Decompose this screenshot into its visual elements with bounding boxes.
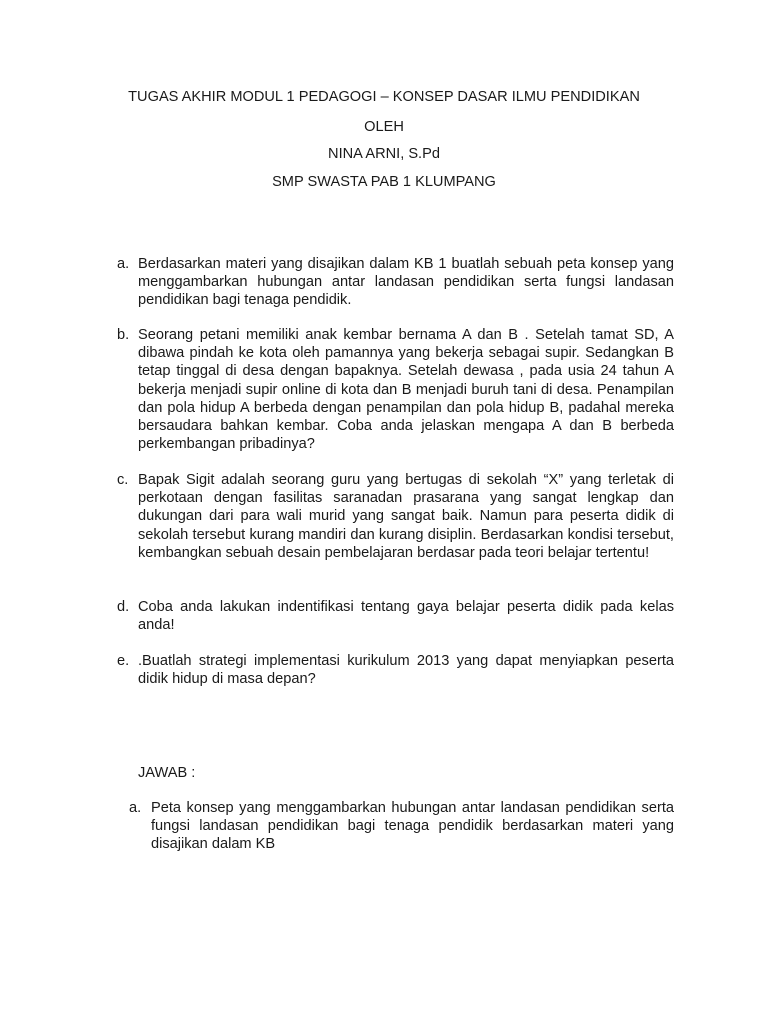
question-d [117,598,674,634]
question-text: Berdasarkan materi yang disajikan dalam KB 1 buatlah sebuah peta konsep yang menggambarkan hubungan antar landasan pendidikan serta fungsi landasan pendidikan bagi tenaga pendidik. [138,256,674,309]
answer-a [129,799,674,854]
author-name: NINA ARNI, S.Pd [328,146,440,162]
school-name: SMP SWASTA PAB 1 KLUMPANG [272,174,496,190]
answer-text: Peta konsep yang menggambarkan hubungan antar landasan pendidikan serta fungsi landasan pendidikan bagi tenaga pendidik berdasarkan materi yang disajikan dalam KB [151,800,674,853]
question-marker: b. [117,327,130,343]
question-marker: d. [117,599,130,615]
document-title: TUGAS AKHIR MODUL 1 PEDAGOGI – KONSEP DASAR ILMU PENDIDIKAN [128,89,640,105]
answer-heading: JAWAB : [138,765,196,781]
question-b [117,326,674,453]
question-marker: a. [117,256,130,272]
question-text: Bapak Sigit adalah seorang guru yang bertugas di sekolah “X” yang terletak di perkotaan dengan fasilitas saranadan prasarana yang sangat lengkap dan dukungan dari para wali murid yang sangat baik. Namun para peserta didik di sekolah tersebut kurang mandiri dan kurang disiplin. Berdasarkan kondisi tersebut, kembangkan sebuah desain pembelajaran berdasar pada teori belajar tertentu! [138,472,674,561]
question-a [117,255,674,310]
question-text: Seorang petani memiliki anak kembar bernama A dan B . Setelah tamat SD, A dibawa pindah ke kota oleh pamannya yang bekerja sebagai supir. Sedangkan B tetap tinggal di desa dengan bapaknya. Setelah dewasa , pada usia 24 tahun A bekerja menjadi supir online di kota dan B menjadi buruh tani di desa. Penampilan dan pola hidup A berbeda dengan penampilan dan pola hidup B, padahal mereka bersaudara bahkan kembar. Coba anda jelaskan mengapa A dan B berbeda perkembangan pribadinya? [138,327,674,453]
question-c [117,471,674,562]
question-e [117,652,674,688]
question-text: .Buatlah strategi implementasi kurikulum 2013 yang dapat menyiapkan peserta didik hidup di masa depan? [138,653,674,688]
question-marker: c. [117,472,129,488]
answer-marker: a. [129,800,142,816]
question-marker: e. [117,653,130,669]
by-label: OLEH [364,119,404,135]
question-text: Coba anda lakukan indentifikasi tentang gaya belajar peserta didik pada kelas anda! [138,599,674,634]
